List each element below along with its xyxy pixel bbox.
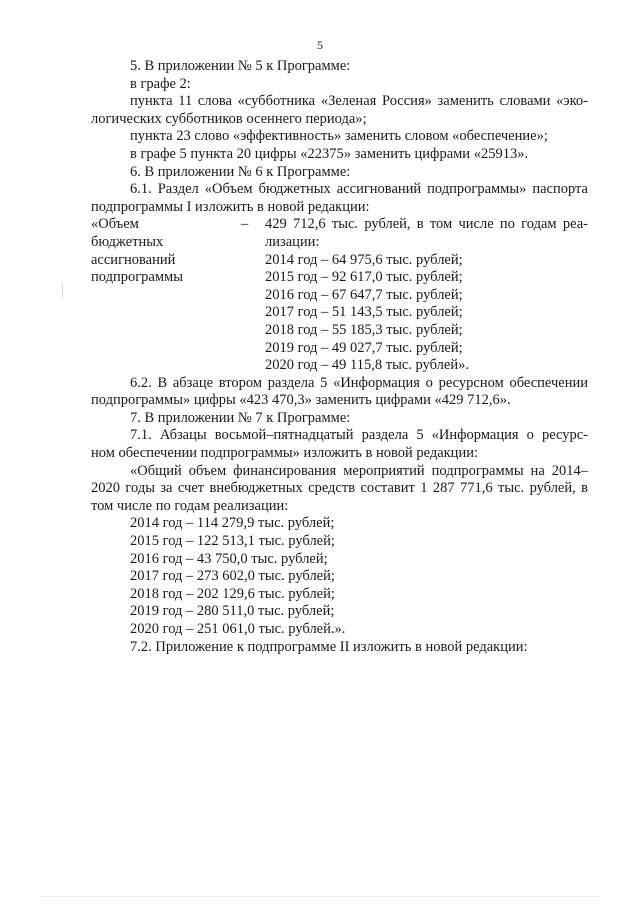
paragraph-7-1-line1: 7.1. Абзацы восьмой–пятнадцатый раздела 5 «Информация о ресурс-	[130, 427, 588, 444]
budget-label-line: «Объем	[91, 216, 139, 233]
budget-total-line: лизации:	[265, 233, 320, 250]
paragraph-column-2: в графе 2:	[130, 75, 191, 92]
paragraph-quote-line2: 2020 годы за счет внебюджетных средств составит 1 287 771,6 тыс. рублей, в	[91, 480, 588, 497]
paragraph-6-2-line1: 6.2. В абзаце втором раздела 5 «Информация о ресурсном обеспечении	[130, 374, 588, 391]
budget-label-line: ассигнований	[91, 251, 176, 268]
paragraph-7-1-line2: ном обеспечении подпрограммы» изложить в новой редакции:	[91, 445, 478, 462]
paragraph-item-11-line2: логических субботников осеннего периода»;	[91, 110, 367, 127]
paragraph-item-5: 5. В приложении № 5 к Программе:	[130, 58, 351, 74]
budget-year-item: 2014 год – 64 975,6 тыс. рублей;	[265, 251, 463, 268]
budget-total-line: 429 712,6 тыс. рублей, в том числе по годам реа-	[265, 216, 588, 233]
paragraph-7-2: 7.2. Приложение к подпрограмме II изложить в новой редакции:	[130, 638, 528, 655]
budget-year-item: 2016 год – 67 647,7 тыс. рублей;	[265, 286, 463, 303]
page-number: 5	[317, 38, 323, 52]
scan-artifact-mark	[62, 282, 63, 298]
paragraph-6-2-line2: подпрограммы» цифры «423 470,3» заменить цифрами «429 712,6».	[91, 392, 511, 409]
budget-year-item: 2015 год – 92 617,0 тыс. рублей;	[265, 269, 463, 286]
financing-year-item: 2019 год – 280 511,0 тыс. рублей;	[130, 603, 335, 620]
budget-year-item: 2018 год – 55 185,3 тыс. рублей;	[265, 321, 463, 338]
financing-year-item: 2015 год – 122 513,1 тыс. рублей;	[130, 533, 335, 550]
budget-year-item: 2020 год – 49 115,8 тыс. рублей».	[265, 357, 469, 374]
paragraph-item-7: 7. В приложении № 7 к Программе:	[130, 409, 351, 426]
document-body	[91, 58, 588, 656]
budget-values	[265, 216, 588, 374]
financing-year-item: 2017 год – 273 602,0 тыс. рублей;	[130, 568, 335, 585]
budget-dash: –	[241, 216, 249, 233]
paragraph-item-23: пункта 23 слово «эффективность» заменить словом «обеспечение»;	[130, 128, 548, 145]
paragraph-item-6: 6. В приложении № 6 к Программе:	[130, 163, 351, 180]
financing-year-item: 2014 год – 114 279,9 тыс. рублей;	[130, 515, 335, 532]
financing-year-item: 2020 год – 251 061,0 тыс. рублей.».	[130, 621, 346, 637]
budget-year-item: 2019 год – 49 027,7 тыс. рублей;	[265, 339, 463, 356]
paragraph-item-11-line1: пункта 11 слова «субботника «Зеленая Россия» заменить словами «эко-	[130, 93, 588, 110]
paragraph-6-1-line2: подпрограммы I изложить в новой редакции:	[91, 198, 370, 215]
budget-year-item: 2017 год – 51 143,5 тыс. рублей;	[265, 304, 463, 321]
budget-label-line: подпрограммы	[91, 269, 183, 286]
budget-label-line: бюджетных	[91, 233, 164, 250]
budget-allocation-block	[91, 216, 588, 374]
scan-artifact-line	[40, 896, 600, 897]
paragraph-column-5: в графе 5 пункта 20 цифры «22375» заменить цифрами «25913».	[130, 145, 529, 162]
paragraph-6-1-line1: 6.1. Раздел «Объем бюджетных ассигнований подпрограммы» паспорта	[130, 181, 588, 198]
paragraph-quote-line1: «Общий объем финансирования мероприятий подпрограммы на 2014–	[130, 462, 588, 479]
budget-label	[91, 216, 241, 374]
financing-year-item: 2016 год – 43 750,0 тыс. рублей;	[130, 550, 328, 567]
paragraph-quote-line3: том числе по годам реализации:	[91, 497, 289, 514]
financing-years-list	[91, 515, 588, 638]
financing-year-item: 2018 год – 202 129,6 тыс. рублей;	[130, 585, 335, 602]
